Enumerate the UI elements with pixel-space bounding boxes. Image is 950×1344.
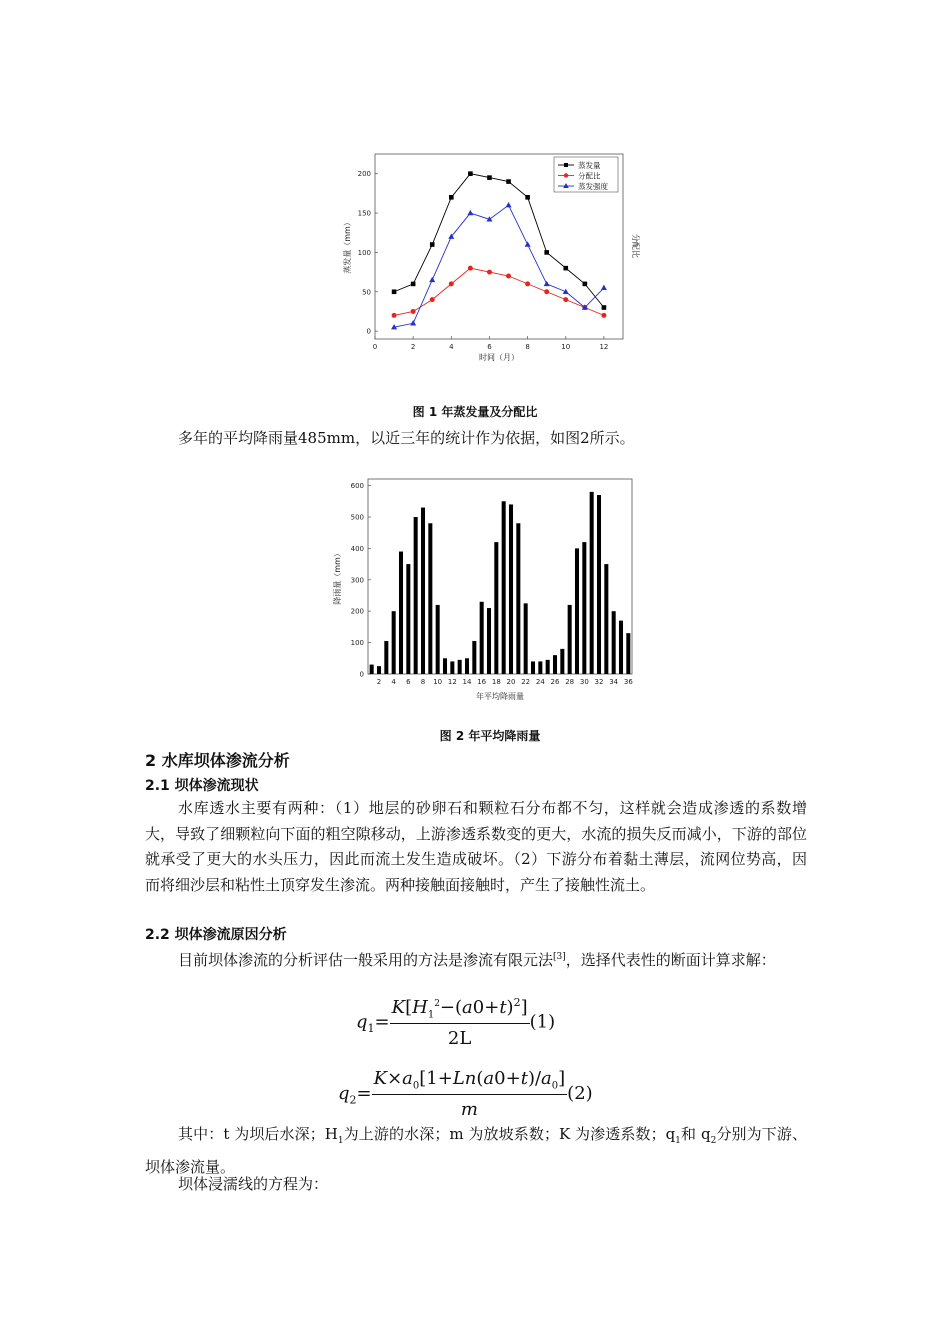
chart2-y-tick-label: 600 [350, 482, 364, 491]
where-sub-c: 2 [710, 1136, 717, 1146]
figure-1-caption: 图 1 年蒸发量及分配比 [412, 405, 538, 419]
section-2-2-paragraph [145, 945, 807, 974]
f1-lhs-sub: 1 [367, 1021, 375, 1035]
chart1-y-tick-label: 100 [357, 248, 371, 257]
f1-H-sup: 2 [434, 999, 440, 1009]
chart1-x-tick-label: 8 [525, 343, 530, 351]
chart1-point [506, 179, 511, 184]
chart1-point [487, 175, 492, 180]
chart1-point [544, 289, 549, 294]
f2-end: ] [558, 1068, 566, 1089]
chart1-x-tick-label: 2 [410, 343, 416, 351]
section-2-2-heading: 2.2 坝体渗流原因分析 [145, 927, 287, 943]
f2-a-sub: 0 [412, 1080, 420, 1092]
section-2-1-paragraph: 水库透水主要有两种：（1）地层的砂卵石和颗粒石分布都不匀，这样就会造成渗透的系数增大，导致了细颗粒向下面的粗空隙移动，上游渗透系数变的更大，水流的损失反而减小，下游的部位就承受了更大的水头压力，因此而流土发生造成破坏。（2）下游分布着黏土薄层，流网位势高，因而将细沙层和粘性土顶穿发生渗流。两种接触面接触时，产生了接触性流土。 [145, 799, 807, 894]
chart1-point [525, 281, 530, 286]
f1-open: [ [405, 997, 413, 1018]
chart1-point [525, 241, 531, 246]
where-text-c: 和 q [680, 1125, 711, 1143]
f2-numerator [372, 1068, 568, 1095]
chart2-y-tick-label: 500 [350, 513, 364, 522]
chart2-x-tick-label: 32 [594, 678, 604, 686]
chart1-point [544, 250, 549, 255]
chart2-x-tick-label: 6 [406, 678, 411, 686]
chart1-point [468, 266, 473, 271]
chart1-point [430, 242, 435, 247]
chart1-point [601, 313, 606, 318]
chart1-x-tick-label: 6 [487, 343, 492, 351]
chart1-point [392, 289, 397, 294]
chart2-ylabel: 降雨量（mm） [333, 549, 342, 605]
chart1-point [468, 171, 473, 176]
chart2-x-tick-label: 30 [579, 678, 589, 686]
f2-fraction [372, 1068, 568, 1120]
chart1-xlabel: 时间（月） [479, 353, 519, 362]
chart2-y-tick-label: 100 [350, 639, 364, 648]
chart2-bar [487, 608, 491, 674]
where-sub-a: 1 [337, 1136, 344, 1146]
last-paragraph: 坝体浸濡线的方程为： [178, 1175, 329, 1193]
chart1-point [467, 210, 473, 215]
chart2-bar [384, 641, 388, 674]
f1-sq: 2 [513, 996, 521, 1009]
f1-a0: 0 [472, 997, 485, 1018]
chart2-bar [377, 666, 381, 674]
intro-paragraph: 多年的平均降雨量485mm，以近三年的统计作为依据，如图2所示。 [178, 429, 635, 447]
chart1-point [429, 277, 435, 282]
f2-lhs-sub: 2 [349, 1093, 357, 1107]
chart2-y-tick-label: 0 [359, 670, 364, 679]
f1-lhs: q [356, 1011, 368, 1033]
chart2-bar [582, 542, 586, 674]
chart2-bar [428, 523, 432, 674]
chart2-y-tick-label: 400 [350, 544, 364, 553]
f2-close: )/ [527, 1068, 542, 1089]
f2-open: [1+ [419, 1068, 453, 1089]
chart1-point [430, 297, 435, 302]
f2-a: a [402, 1068, 413, 1089]
chart2-bar [450, 661, 454, 674]
chart1-legend-label: 蒸发强度 [578, 181, 608, 191]
chart2-bar [465, 658, 469, 674]
f1-denominator: 2L [447, 1027, 472, 1049]
f1-H-sub: 1 [427, 1009, 435, 1021]
chart2-bar [516, 523, 520, 674]
chart1-ylabel: 蒸发量（mm） [343, 218, 352, 274]
chart1-x-tick-label: 10 [561, 343, 571, 351]
chart1-legend-marker [564, 163, 568, 167]
chart1-point [525, 195, 530, 200]
figure-2-caption: 图 2 年平均降雨量 [439, 729, 541, 743]
chart2-x-tick-label: 10 [433, 678, 443, 686]
f1-fraction [390, 996, 530, 1049]
chart2-x-tick-label: 8 [420, 678, 426, 686]
chart2-bar [575, 548, 579, 674]
f1-H: H [412, 997, 428, 1018]
f1-end: ] [520, 997, 528, 1018]
chart2-bar [568, 605, 572, 674]
chart2-bar [392, 611, 396, 674]
chart1-point [410, 320, 416, 325]
where-text-a: 其中：t 为坝后水深；H [178, 1125, 338, 1143]
chart2-bar [597, 495, 601, 674]
chart1-point [506, 202, 512, 207]
chart2-bar [612, 611, 616, 674]
f2-zero: 0 [494, 1068, 506, 1089]
chart1-point [392, 313, 397, 318]
chart2-x-tick-label: 34 [609, 678, 619, 686]
chart2-bar [538, 661, 542, 674]
where-text-b: 为上游的水深；m 为放坡系数；K 为渗透系数；q [343, 1125, 676, 1143]
chart2-bar [502, 501, 506, 674]
f2-K: K [373, 1068, 388, 1089]
chart1-x-tick-label: 0 [372, 343, 378, 351]
chart1-legend-marker [564, 173, 568, 177]
chart2-bar [443, 658, 447, 674]
chart2-x-tick-label: 14 [462, 678, 472, 686]
chart1-point [411, 282, 416, 287]
chart1-ylabel-right: 分配比 [631, 234, 640, 258]
chart1-point [449, 281, 454, 286]
f1-numerator [390, 996, 530, 1024]
chart2-bar [560, 649, 564, 674]
f1-tag: (1) [529, 1011, 556, 1033]
f1-plus: + [484, 997, 500, 1018]
chart2-x-tick-label: 36 [623, 678, 633, 686]
f1-K: K [391, 997, 406, 1018]
chart2-x-tick-label: 18 [491, 678, 501, 686]
chart1-point [563, 266, 568, 271]
f2-a3-sub: 0 [551, 1080, 559, 1092]
s22-text-a: 目前坝体渗流的分析评估一般采用的方法是渗流有限元法 [178, 951, 554, 969]
chart2-bar [604, 564, 608, 674]
chart2-bar [480, 602, 484, 674]
f2-tag: (2) [567, 1082, 593, 1104]
section-2-heading: 2 水库坝体渗流分析 [145, 751, 290, 770]
f2-a2: a [483, 1068, 495, 1089]
f2-lhs: q [338, 1082, 350, 1104]
section-2-1-heading: 2.1 坝体渗流现状 [145, 778, 259, 794]
chart1-point [601, 285, 607, 290]
chart2-bar [531, 661, 535, 674]
figure-1-chart [330, 148, 650, 373]
chart1-series-line-3 [394, 205, 604, 327]
where-sub-b: 1 [675, 1136, 681, 1146]
chart2-x-tick-label: 22 [521, 678, 531, 686]
chart2-bar [421, 508, 425, 674]
chart2-y-tick-label: 200 [350, 607, 364, 616]
chart1-x-tick-label: 12 [599, 343, 609, 351]
citation-3: [3] [553, 952, 566, 962]
chart1-y-tick-label: 50 [362, 288, 371, 297]
chart1-point [544, 281, 550, 286]
chart1-series-line-1 [394, 174, 604, 308]
chart2-bar [370, 665, 374, 674]
chart2-bar [472, 641, 476, 674]
chart2-bar [399, 552, 403, 674]
formula-1 [356, 996, 555, 1049]
chart2-bar [619, 621, 623, 674]
chart2-x-tick-label: 16 [477, 678, 487, 686]
chart1-point [563, 297, 568, 302]
chart1-y-tick-label: 150 [357, 209, 371, 218]
chart2-bar [626, 633, 630, 674]
chart2-bar [590, 492, 594, 674]
chart1-legend-label: 蒸发量 [578, 160, 601, 170]
f2-t: t [520, 1068, 528, 1089]
chart2-bar [509, 504, 513, 674]
chart2-x-tick-label: 28 [565, 678, 575, 686]
chart1-point [449, 195, 454, 200]
chart2-bar [436, 605, 440, 674]
chart1-y-tick-label: 200 [357, 170, 371, 179]
chart2-xlabel: 年平均降雨量 [476, 692, 524, 701]
s22-text-b: ，选择代表性的断面计算求解： [565, 951, 776, 969]
chart2-bar [458, 660, 462, 674]
f1-minus: −( [439, 997, 463, 1018]
chart2-x-tick-label: 26 [550, 678, 560, 686]
f1-close: ) [506, 997, 514, 1018]
chart2-bar [494, 542, 498, 674]
f1-a: a [462, 997, 473, 1018]
f2-paren: ( [476, 1068, 484, 1089]
f2-a3: a [541, 1068, 552, 1089]
chart2-bar [553, 655, 557, 674]
chart1-point [487, 270, 492, 275]
chart1-point [506, 274, 511, 279]
chart2-bar [406, 564, 410, 674]
chart1-series-line-2 [394, 268, 604, 315]
f2-eq: = [356, 1082, 372, 1104]
f1-t: t [499, 997, 507, 1018]
chart1-legend-label: 分配比 [578, 171, 601, 181]
chart1-point [602, 305, 607, 310]
f2-Ln: Ln [452, 1068, 477, 1089]
f2-denominator: m [460, 1098, 478, 1120]
f2-times: × [387, 1068, 403, 1089]
chart1-point [583, 282, 588, 287]
f2-plus: + [505, 1068, 521, 1089]
chart2-bar [414, 517, 418, 674]
where-text-d: 分别为下游、坝体渗流量。 [145, 1125, 807, 1176]
chart2-bar [524, 603, 528, 674]
chart2-bar [546, 660, 550, 674]
chart2-x-tick-label: 20 [506, 678, 516, 686]
chart1-y-tick-label: 0 [366, 327, 371, 336]
figure-2-chart [330, 475, 650, 705]
chart1-x-tick-label: 4 [449, 343, 454, 351]
chart2-x-tick-label: 2 [376, 678, 382, 686]
f1-eq: = [374, 1011, 390, 1033]
formula-2 [338, 1068, 593, 1120]
chart2-x-tick-label: 12 [447, 678, 457, 686]
chart2-y-tick-label: 300 [350, 576, 364, 585]
chart1-point [411, 309, 416, 314]
chart2-x-tick-label: 4 [391, 678, 396, 686]
chart2-x-tick-label: 24 [535, 678, 545, 686]
